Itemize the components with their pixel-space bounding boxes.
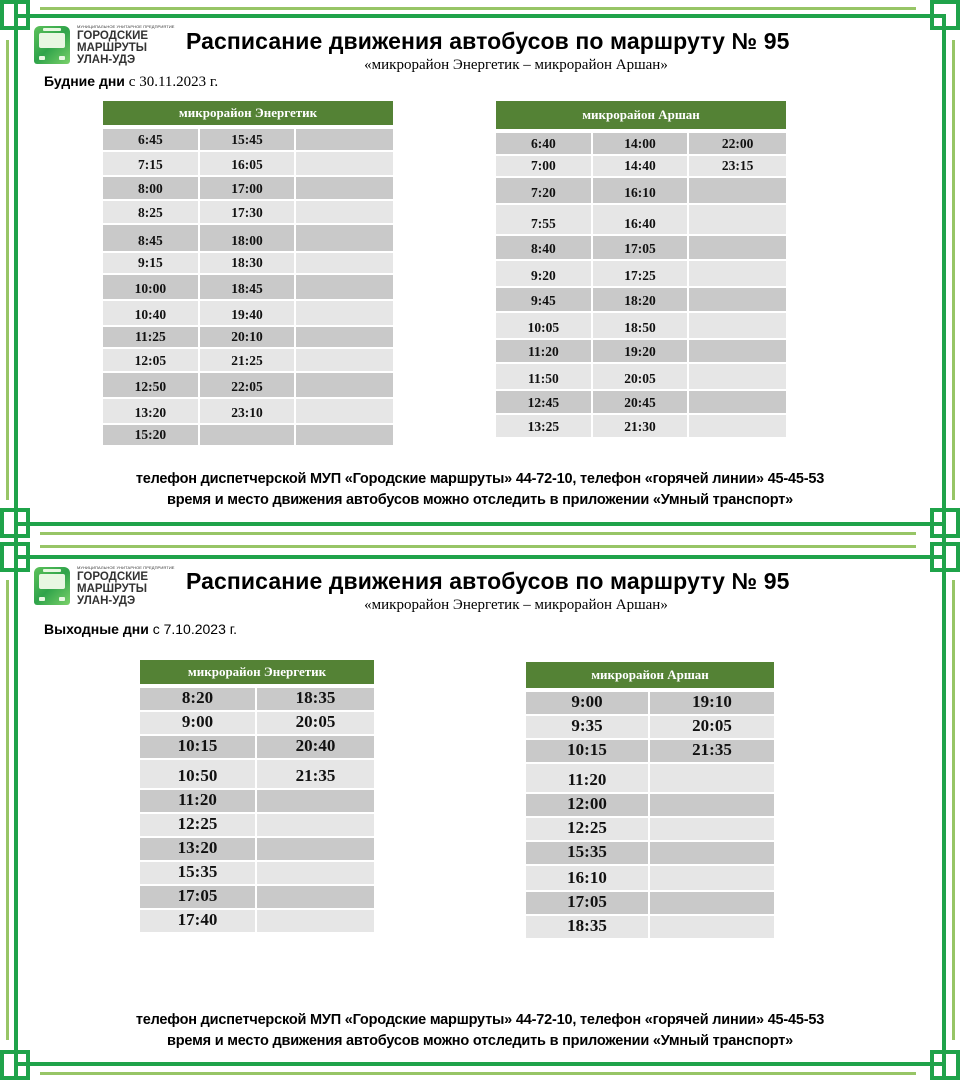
departure-time-cell: 16:10	[593, 178, 690, 205]
departure-time-cell: 20:10	[200, 327, 297, 349]
table-header: микрорайон Аршан	[526, 662, 774, 688]
departure-time-cell: 10:15	[526, 740, 650, 764]
departure-time-cell: 20:45	[593, 391, 690, 415]
departure-time-cell: 20:40	[257, 736, 374, 760]
departure-time-cell	[257, 886, 374, 910]
departure-time-cell	[689, 340, 786, 364]
logo-name: ГОРОДСКИЕ МАРШРУТЫ УЛАН-УДЭ	[77, 30, 149, 66]
departure-time-cell	[296, 327, 393, 349]
departure-time-cell: 15:20	[103, 425, 200, 447]
departure-time-cell: 12:25	[526, 818, 650, 842]
effective-date: с 30.11.2023 г.	[128, 74, 219, 90]
departure-time-cell	[200, 425, 297, 447]
departure-time-cell	[689, 205, 786, 236]
departure-time-cell: 15:35	[140, 862, 257, 886]
departure-time-cell: 21:30	[593, 415, 690, 439]
departure-time-cell: 12:25	[140, 814, 257, 838]
timetable-energetik	[140, 660, 374, 934]
departure-time-cell: 19:10	[650, 692, 774, 716]
table-header: микрорайон Энергетик	[140, 660, 374, 684]
departure-time-cell	[296, 177, 393, 201]
departure-time-cell: 19:40	[200, 301, 297, 327]
departure-time-cell	[257, 790, 374, 814]
departure-time-cell: 22:05	[200, 373, 297, 399]
footer-phones: телефон диспетчерской МУП «Городские маршруты» 44-72-10, телефон «горячей линии» 45-45-53	[135, 1012, 825, 1028]
departure-time-cell: 20:05	[650, 716, 774, 740]
departure-time-cell: 22:00	[689, 133, 786, 156]
departure-time-cell: 12:50	[103, 373, 200, 399]
logo-tagline: МУНИЦИПАЛЬНОЕ УНИТАРНОЕ ПРЕДПРИЯТИЕ	[77, 24, 175, 29]
departure-time-cell: 14:40	[593, 156, 690, 178]
departure-time-cell: 10:15	[140, 736, 257, 760]
departure-time-cell	[650, 892, 774, 916]
departure-time-cell: 18:00	[200, 225, 297, 253]
departure-time-cell	[296, 349, 393, 373]
departure-time-cell: 18:20	[593, 288, 690, 313]
contact-footer	[0, 469, 960, 511]
departure-time-cell: 10:00	[103, 275, 200, 301]
route-subtitle: «микрорайон Энергетик – микрорайон Аршан»	[364, 597, 668, 613]
departure-time-cell: 11:20	[140, 790, 257, 814]
logo-tagline: МУНИЦИПАЛЬНОЕ УНИТАРНОЕ ПРЕДПРИЯТИЕ	[77, 565, 175, 570]
page-title: Расписание движения автобусов по маршруту № 95	[186, 28, 790, 54]
departure-time-cell: 6:45	[103, 129, 200, 152]
departure-time-cell: 14:00	[593, 133, 690, 156]
departure-time-cell	[650, 764, 774, 794]
departure-time-cell: 7:55	[496, 205, 593, 236]
footer-app-note: время и место движения автобусов можно отследить в приложении «Умный транспорт»	[167, 1033, 793, 1049]
effective-date: с 7.10.2023 г.	[152, 621, 238, 637]
departure-time-cell: 17:05	[140, 886, 257, 910]
departure-time-cell: 19:20	[593, 340, 690, 364]
departure-time-cell: 7:15	[103, 152, 200, 177]
table-body	[496, 133, 786, 439]
departure-time-cell	[296, 373, 393, 399]
departure-time-cell: 8:20	[140, 688, 257, 712]
departure-time-cell: 9:00	[526, 692, 650, 716]
departure-time-cell: 10:40	[103, 301, 200, 327]
day-type-label	[44, 621, 237, 637]
departure-time-cell: 7:00	[496, 156, 593, 178]
bus-icon	[34, 567, 70, 605]
departure-time-cell: 12:05	[103, 349, 200, 373]
departure-time-cell	[296, 253, 393, 275]
departure-time-cell: 9:00	[140, 712, 257, 736]
departure-time-cell: 18:30	[200, 253, 297, 275]
departure-time-cell: 18:50	[593, 313, 690, 340]
company-logo	[34, 24, 175, 68]
departure-time-cell: 10:50	[140, 760, 257, 790]
departure-time-cell: 8:25	[103, 201, 200, 225]
departure-time-cell	[689, 288, 786, 313]
departure-time-cell: 17:05	[593, 236, 690, 261]
departure-time-cell: 13:20	[103, 399, 200, 425]
table-header: микрорайон Энергетик	[103, 101, 393, 125]
departure-time-cell	[296, 425, 393, 447]
day-type: Выходные дни	[44, 621, 149, 637]
departure-time-cell: 15:35	[526, 842, 650, 866]
departure-time-cell	[257, 910, 374, 934]
departure-time-cell: 21:25	[200, 349, 297, 373]
departure-time-cell: 23:15	[689, 156, 786, 178]
departure-time-cell	[650, 842, 774, 866]
departure-time-cell: 18:35	[526, 916, 650, 940]
departure-time-cell: 8:40	[496, 236, 593, 261]
departure-time-cell	[689, 261, 786, 288]
departure-time-cell	[296, 152, 393, 177]
logo-name: ГОРОДСКИЕ МАРШРУТЫ УЛАН-УДЭ	[77, 571, 149, 607]
table-body	[140, 688, 374, 934]
route-subtitle: «микрорайон Энергетик – микрорайон Аршан»	[364, 57, 668, 73]
departure-time-cell: 18:35	[257, 688, 374, 712]
weekend-schedule-panel	[0, 540, 960, 1080]
departure-time-cell	[689, 236, 786, 261]
departure-time-cell: 17:25	[593, 261, 690, 288]
footer-phones: телефон диспетчерской МУП «Городские маршруты» 44-72-10, телефон «горячей линии» 45-45-53	[135, 471, 825, 487]
departure-time-cell: 8:45	[103, 225, 200, 253]
departure-time-cell: 8:00	[103, 177, 200, 201]
departure-time-cell: 10:05	[496, 313, 593, 340]
departure-time-cell	[296, 399, 393, 425]
departure-time-cell: 20:05	[257, 712, 374, 736]
company-logo	[34, 565, 175, 609]
departure-time-cell: 17:05	[526, 892, 650, 916]
departure-time-cell	[257, 814, 374, 838]
departure-time-cell: 13:20	[140, 838, 257, 862]
departure-time-cell: 17:40	[140, 910, 257, 934]
contact-footer	[0, 1010, 960, 1052]
departure-time-cell	[650, 916, 774, 940]
departure-time-cell	[689, 313, 786, 340]
departure-time-cell: 9:35	[526, 716, 650, 740]
departure-time-cell	[689, 415, 786, 439]
departure-time-cell: 6:40	[496, 133, 593, 156]
departure-time-cell: 11:20	[496, 340, 593, 364]
departure-time-cell	[650, 818, 774, 842]
departure-time-cell: 16:10	[526, 866, 650, 892]
timetable-arshan	[496, 101, 786, 439]
departure-time-cell	[650, 794, 774, 818]
departure-time-cell: 16:05	[200, 152, 297, 177]
departure-time-cell: 23:10	[200, 399, 297, 425]
departure-time-cell: 11:20	[526, 764, 650, 794]
table-body	[526, 692, 774, 940]
departure-time-cell	[257, 838, 374, 862]
departure-time-cell	[296, 301, 393, 327]
departure-time-cell: 17:30	[200, 201, 297, 225]
day-type: Будние дни	[44, 73, 125, 89]
bus-icon	[34, 26, 70, 64]
departure-time-cell	[650, 866, 774, 892]
departure-time-cell	[257, 862, 374, 886]
departure-time-cell: 7:20	[496, 178, 593, 205]
departure-time-cell: 13:25	[496, 415, 593, 439]
departure-time-cell: 18:45	[200, 275, 297, 301]
departure-time-cell	[296, 129, 393, 152]
departure-time-cell: 16:40	[593, 205, 690, 236]
timetable-arshan	[526, 662, 774, 940]
page-title: Расписание движения автобусов по маршруту № 95	[186, 568, 790, 594]
departure-time-cell	[689, 364, 786, 391]
departure-time-cell: 12:45	[496, 391, 593, 415]
departure-time-cell: 20:05	[593, 364, 690, 391]
departure-time-cell: 9:20	[496, 261, 593, 288]
departure-time-cell	[689, 391, 786, 415]
departure-time-cell: 9:45	[496, 288, 593, 313]
day-type-label	[44, 73, 218, 91]
footer-app-note: время и место движения автобусов можно отследить в приложении «Умный транспорт»	[167, 492, 793, 508]
departure-time-cell: 17:00	[200, 177, 297, 201]
timetable-energetik	[103, 101, 393, 447]
departure-time-cell	[296, 201, 393, 225]
departure-time-cell	[689, 178, 786, 205]
departure-time-cell: 12:00	[526, 794, 650, 818]
departure-time-cell	[296, 225, 393, 253]
departure-time-cell: 21:35	[650, 740, 774, 764]
table-body	[103, 129, 393, 447]
departure-time-cell: 9:15	[103, 253, 200, 275]
departure-time-cell: 21:35	[257, 760, 374, 790]
table-header: микрорайон Аршан	[496, 101, 786, 129]
departure-time-cell: 11:50	[496, 364, 593, 391]
departure-time-cell: 11:25	[103, 327, 200, 349]
departure-time-cell	[296, 275, 393, 301]
departure-time-cell: 15:45	[200, 129, 297, 152]
